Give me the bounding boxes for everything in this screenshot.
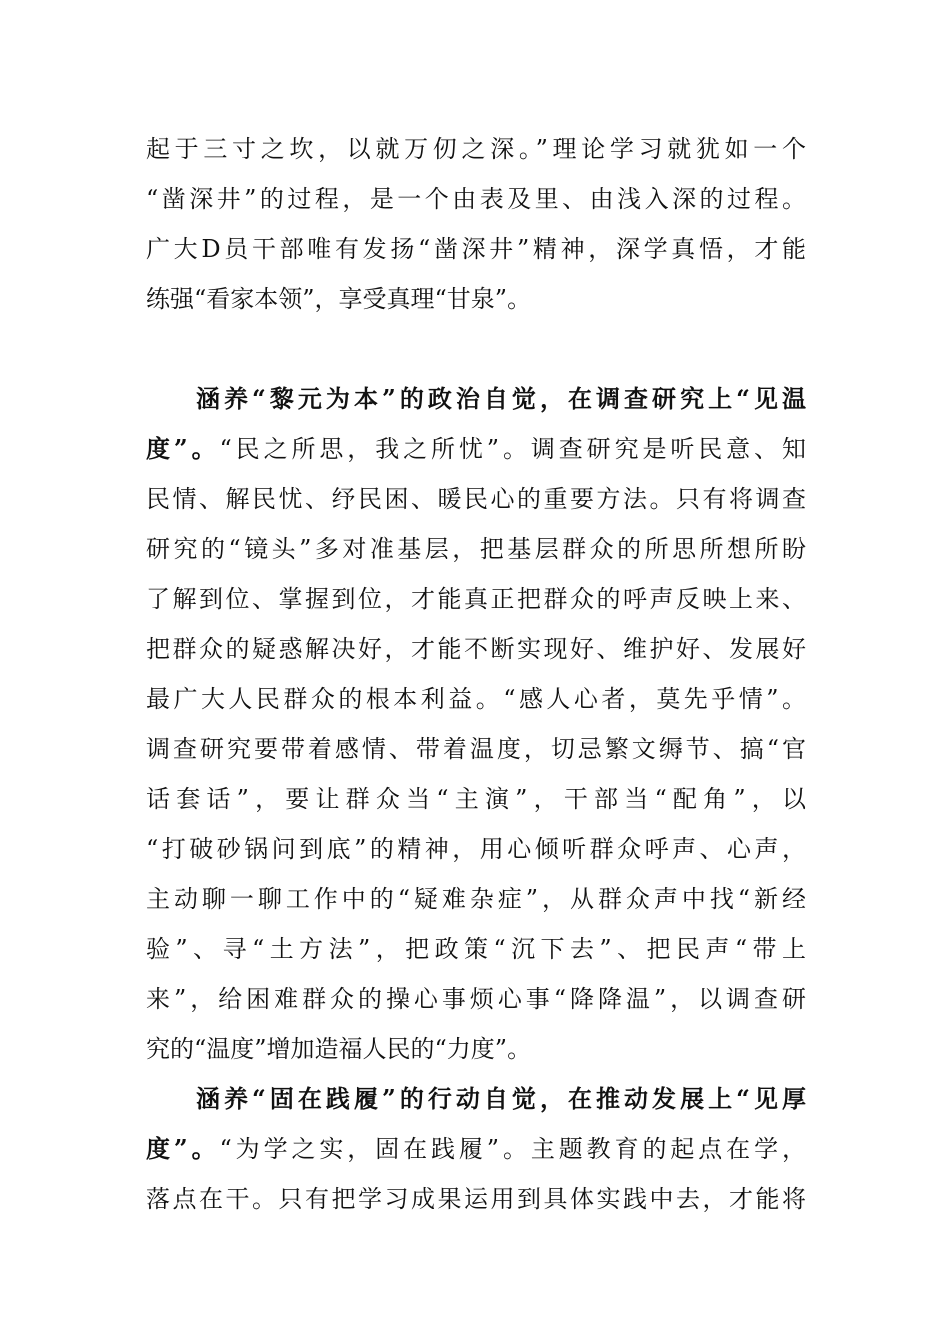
paragraph-2-line-6: 最广大人民群众的根本利益。“感人心者，莫先乎情”。 [146, 685, 806, 713]
paragraph-3-line-1 [146, 1129, 806, 1169]
paragraph-1-line-2: “凿深井”的过程，是一个由表及里、由浅入深的过程。 [146, 185, 806, 213]
paragraph-2-line-13: 究的“温度”增加造福人民的“力度”。 [146, 1035, 532, 1063]
paragraph-2-line-2: 民情、解民忧、纾民困、暖民心的重要方法。只有将调查 [146, 485, 806, 513]
paragraph-3-line-1-text: “为学之实，固在践履”。主题教育的起点在学， [219, 1135, 806, 1163]
paragraph-2-line-1-text: “民之所思，我之所忧”。调查研究是听民意、知 [219, 435, 806, 463]
paragraph-2-line-11: 验”、寻“土方法”，把政策“沉下去”、把民声“带上 [146, 935, 806, 963]
paragraph-2-line-10: 主动聊一聊工作中的“疑难杂症”，从群众声中找“新经 [146, 885, 806, 913]
paragraph-3-line-2: 落点在干。只有把学习成果运用到具体实践中去，才能将 [146, 1185, 806, 1213]
section-heading-1-line-1: 涵养“黎元为本”的政治自觉，在调查研究上“见温 [196, 384, 806, 413]
section-heading-2-tail: 度”。 [146, 1134, 220, 1163]
paragraph-2-line-12: 来”，给困难群众的操心事烦心事“降降温”，以调查研 [146, 985, 806, 1013]
paragraph-2-line-8: 话套话”，要让群众当“主演”，干部当“配角”，以 [146, 785, 806, 813]
paragraph-2-line-4: 了解到位、掌握到位，才能真正把群众的呼声反映上来、 [146, 585, 806, 613]
paragraph-2-line-7: 调查研究要带着感情、带着温度，切忌繁文缛节、搞“官 [146, 735, 806, 763]
paragraph-1-line-1: 起于三寸之坎，以就万仞之深。”理论学习就犹如一个 [146, 135, 806, 163]
paragraph-2-line-1 [146, 429, 806, 469]
paragraph-1-line-3: 广大D员干部唯有发扬“凿深井”精神，深学真悟，才能 [146, 235, 806, 263]
paragraph-2-line-5: 把群众的疑惑解决好，才能不断实现好、维护好、发展好 [146, 635, 806, 663]
paragraph-2-line-3: 研究的“镜头”多对准基层，把基层群众的所思所想所盼 [146, 535, 806, 563]
section-heading-1-tail: 度”。 [146, 434, 220, 463]
paragraph-1-line-4: 练强“看家本领”，享受真理“甘泉”。 [146, 285, 532, 313]
section-heading-2-line-1: 涵养“固在践履”的行动自觉，在推动发展上“见厚 [196, 1084, 806, 1113]
paragraph-2-line-9: “打破砂锅问到底”的精神，用心倾听群众呼声、心声， [146, 835, 806, 863]
